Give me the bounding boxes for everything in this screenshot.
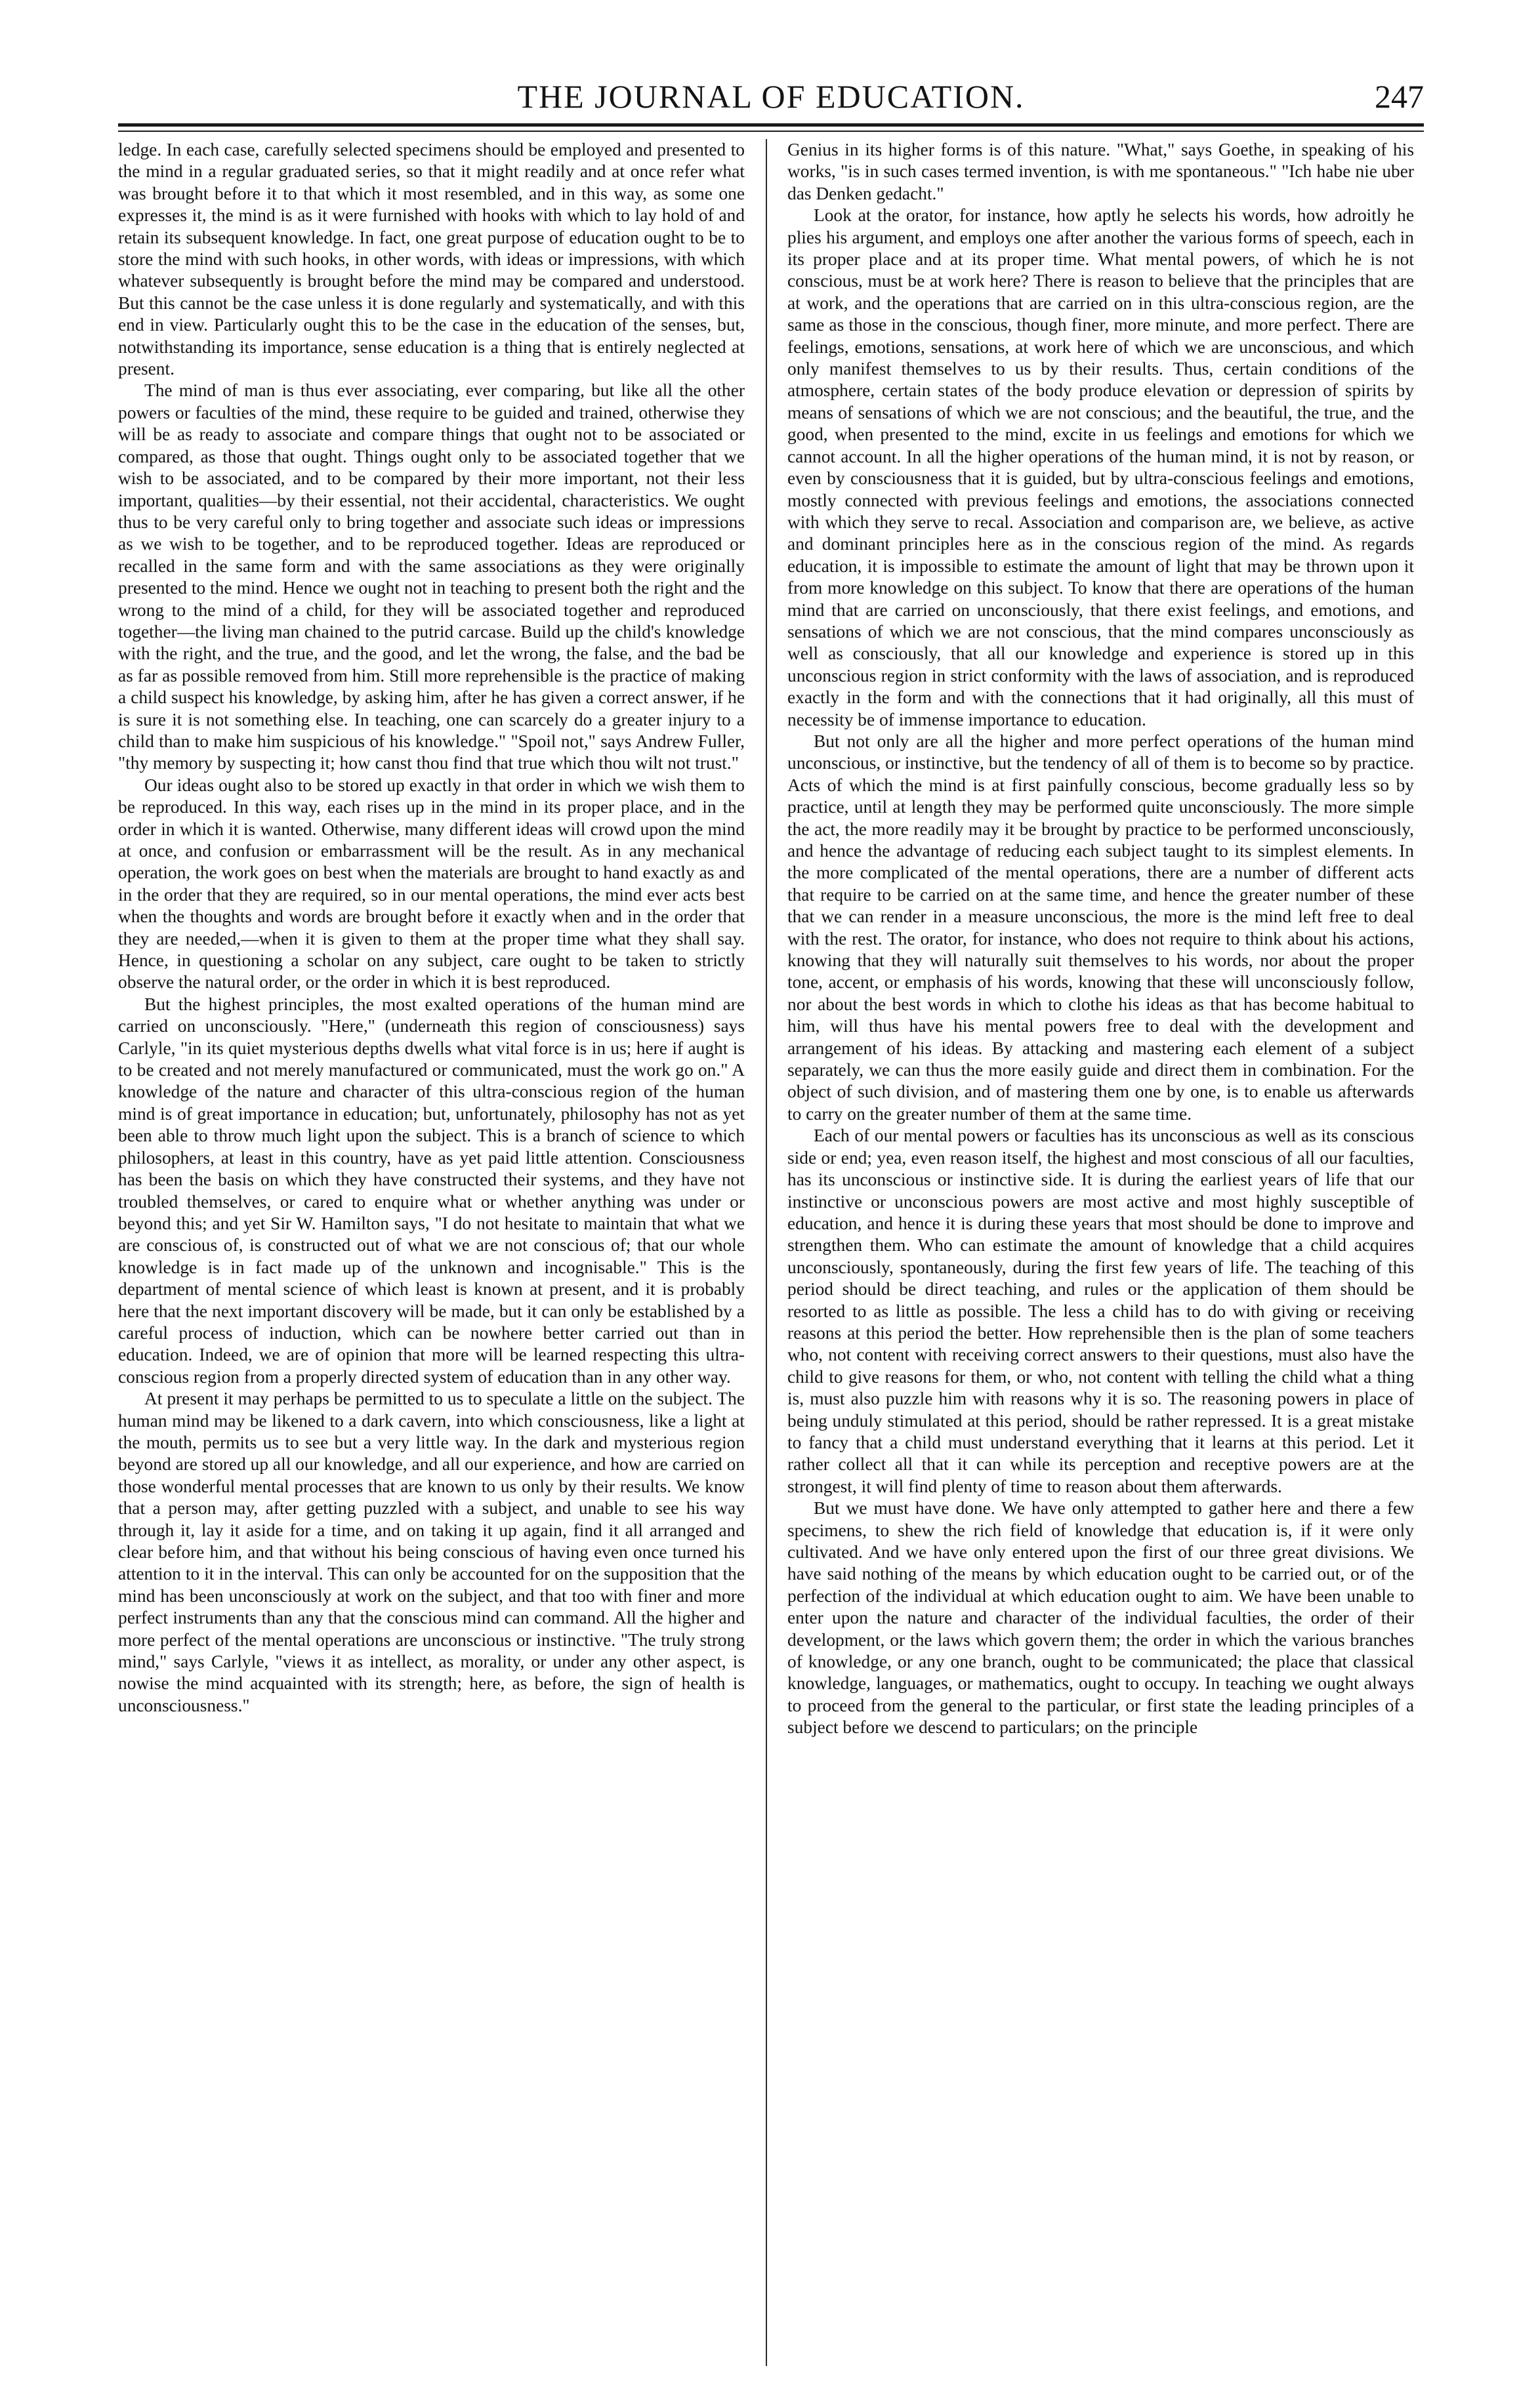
right-column: [787, 139, 1414, 2369]
paragraph: At present it may perhaps be permitted to us to speculate a little on the subject. The human mind may be likened to a dark cavern, into which consciousness, like a light at the mouth, permits us to see but a very little way. In the dark and mysterious region beyond are stored up all our knowledge, and all our experience, and how are carried on those wonderful mental processes that are known to us only by their results. We know that a person may, after getting puzzled with a subject, and unable to see his way through it, lay it aside for a time, and on taking it up again, find it all arranged and clear before him, and that without his being conscious of having even once turned his attention to it in the interval. This can only be accounted for on the supposition that the mind has been unconsciously at work on the subject, and that too with finer and more perfect instruments than any that the conscious mind can command. All the higher and more perfect of the mental operations are unconscious or instinctive. "The truly strong mind," says Carlyle, "views it as intellect, as morality, or under any other aspect, is nowise the mind acquainted with its strength; here, as before, the sign of health is unconsciousness.": [118, 1389, 745, 1715]
header-rule-thin: [118, 131, 1424, 132]
paragraph: Our ideas ought also to be stored up exactly in that order in which we wish them to be reproduced. In this way, each rises up in the mind in its proper place, and in the order in which it is wanted. Otherwise, many different ideas will crowd upon the mind at once, and confusion or embarrassment will be the result. As in any mechanical operation, the work goes on best when the materials are brought to hand exactly as and in the order that they are required, so in our mental operations, the mind ever acts best when the thoughts and words are brought before it exactly when and in the order that they are needed,—when it is given to them at the proper time what they shall say. Hence, in questioning a scholar on any subject, care ought to be taken to strictly observe the natural order, or the order in which it is best reproduced.: [118, 775, 745, 992]
column-divider: [766, 139, 767, 2366]
running-title: THE JOURNAL OF EDUCATION.: [517, 78, 1025, 115]
paragraph: Genius in its higher forms is of this nature. "What," says Goethe, in speaking of his works, "is in such cases termed invention, is with me spontaneous." "Ich habe nie uber das Denken gedacht.": [787, 140, 1414, 203]
paragraph: Each of our mental powers or faculties has its unconscious as well as its conscious side or end; yea, even reason itself, the highest and most conscious of all our faculties, has its unconscious or instinctive side. It is during the earliest years of life that our instinctive or unconscious powers are most active and most highly susceptible of education, and hence it is during these years that most should be done to improve and strengthen them. Who can estimate the amount of knowledge that a child acquires unconsciously, spontaneously, during the first few years of life. The teaching of this period should be direct teaching, and rules or the application of them should be resorted to as little as possible. The less a child has to do with giving or receiving reasons at this period the better. How reprehensible then is the plan of some teachers who, not content with receiving correct answers to their questions, must also have the child to give reasons for them, or who, not content with telling the child what a thing is, must also puzzle him with reasons why it is so. The reasoning powers in place of being unduly stimulated at this period, should be rather repressed. It is a great mistake to fancy that a child must understand everything that it learns at this period. Let it rather collect all that it can while its perception and receptive powers are at the strongest, it will find plenty of time to reason about them afterwards.: [787, 1126, 1414, 1496]
paragraph: But the highest principles, the most exalted operations of the human mind are carried on unconsciously. "Here," (underneath this region of consciousness) says Carlyle, "in its quiet mysterious depths dwells what vital force is in us; here if aught is to be created and not merely manufactured or communicated, must the work go on." A knowledge of the nature and character of this ultra-conscious region of the human mind is of great importance in education; but, unfortunately, philosophy has not as yet been able to throw much light upon the subject. This is a branch of science to which philosophers, at least in this country, have as yet paid little attention. Consciousness has been the basis on which they have constructed their systems, and they have not troubled themselves, or cared to enquire what or whether anything was under or beyond this; and yet Sir W. Hamilton says, "I do not hesitate to maintain that what we are conscious of, is constructed out of what we are not conscious of; that our whole knowledge is in fact made up of the unknown and incognisable." This is the department of mental science of which least is known at present, and it is probably here that the next important discovery will be made, but it can only be established by a careful process of induction, which can be nowhere better carried out than in education. Indeed, we are of opinion that more will be learned respecting this ultra-conscious region from a properly directed system of education than in any other way.: [118, 994, 745, 1387]
page-header: [118, 73, 1424, 119]
paragraph: But we must have done. We have only attempted to gather here and there a few specimens, to shew the rich field of knowledge that education is, if it were only cultivated. And we have only entered upon the first of our three great divisions. We have said nothing of the means by which education ought to be carried out, or of the perfection of the individual at which education ought to aim. We have been unable to enter upon the nature and character of the individual faculties, the order of their development, or the laws which govern them; the order in which the various branches of knowledge, or any one branch, ought to be communicated; the place that classical knowledge, languages, or mathematics, ought to occupy. In teaching we ought always to proceed from the general to the particular, or first state the leading principles of a subject before we descend to particulars; on the principle: [787, 1498, 1414, 1738]
paragraph: The mind of man is thus ever associating, ever comparing, but like all the other powers or faculties of the mind, these require to be guided and trained, otherwise they will be as ready to associate and compare things that ought not to be associated or compared, as those that ought. Things ought only to be associated together that we wish to be associated, and to be compared by their more important, not their less important, qualities—by their essential, not their accidental, characteristics. We ought thus to be very careful only to bring together and associate such ideas or impressions as we wish to be together, and to be reproduced together. Ideas are reproduced or recalled in the same form and with the same associations as they were originally presented to the mind. Hence we ought not in teaching to present both the right and the wrong to the mind of a child, for they will be associated together and reproduced together—the living man chained to the putrid carcase. Build up the child's knowledge with the right, and the true, and the good, and let the wrong, the false, and the bad be as far as possible removed from him. Still more reprehensible is the practice of making a child suspect his knowledge, by asking him, after he has given a correct answer, if he is sure it is not something else. In teaching, one can scarcely do a greater injury to a child than to make him suspicious of his knowledge." "Spoil not," says Andrew Fuller, "thy memory by suspecting it; how canst thou find that true which thou wilt not trust.": [118, 380, 745, 773]
left-column: [118, 139, 745, 2369]
paragraph: Look at the orator, for instance, how aptly he selects his words, how adroitly he plies his argument, and employs one after another the various forms of speech, each in its proper place and at its proper time. What mental powers, of which he is not conscious, must be at work here? There is reason to believe that the principles that are at work, and the operations that are carried on in this ultra-conscious region, are the same as those in the conscious, though finer, more minute, and more perfect. There are feelings, emotions, sensations, at work here of which we are unconscious, and which only manifest themselves to us by their results. Thus, certain conditions of the atmosphere, certain states of the body produce elevation or depression of spirits by means of sensations of which we are not conscious; and the beautiful, the true, and the good, when presented to the mind, excite in us feelings and emotions for which we cannot account. In all the higher operations of the human mind, it is not by reason, or even by consciousness that it is guided, but by ultra-conscious feelings and emotions, mostly connected with previous feelings and emotions, the associations connected with which they serve to recal. Association and comparison are, we believe, as active and dominant principles here as in the conscious region of the mind. As regards education, it is impossible to estimate the amount of light that may be thrown upon it from more knowledge on this subject. To know that there are operations of the human mind that are carried on unconsciously, that there exist feelings, and emotions, and sensations of which we are not conscious, that the mind compares unconsciously as well as consciously, that all our knowledge and experience is stored up in this unconscious region in strict conformity with the laws of association, and is reproduced exactly in the form and with the connections that it had originally, all this must of necessity be of immense importance to education.: [787, 205, 1414, 729]
header-rule-thick: [118, 123, 1424, 127]
paragraph: But not only are all the higher and more perfect operations of the human mind unconscious, or instinctive, but the tendency of all of them is to become so by practice. Acts of which the mind is at first painfully conscious, become gradually less so by practice, until at length they may be performed quite unconsciously. The more simple the act, the more readily may it be brought by practice to be performed unconsciously, and hence the advantage of reducing each subject taught to its simplest elements. In the more complicated of the mental operations, there are a number of different acts that require to be carried on at the same time, and hence the greater number of these that we can render in a measure unconscious, the more is the mind left free to deal with the rest. The orator, for instance, who does not require to think about his actions, knowing that they will naturally suit themselves to his words, nor about the proper tone, accent, or emphasis of his words, knowing that these will unconsciously follow, nor about the best words in which to clothe his ideas as that has become habitual to him, will thus have his mental powers free to deal with the development and arrangement of his ideas. By attacking and mastering each element of a subject separately, we can thus the more easily guide and direct them in combination. For the object of such division, and of mastering them one by one, is to enable us afterwards to carry on the greater number of them at the same time.: [787, 731, 1414, 1124]
journal-page: [118, 0, 1424, 2408]
paragraph: ledge. In each case, carefully selected specimens should be employed and presented to the mind in a regular graduated series, so that it might readily and at once refer what was brought before it to that which it most resembled, and in this way, as some one expresses it, the mind is as it were furnished with hooks with which to lay hold of and retain its subsequent knowledge. In fact, one great purpose of education ought to be to store the mind with such hooks, in other words, with ideas or impressions, with which whatever subsequently is brought before the mind may be compared and understood. But this cannot be the case unless it is done regularly and systematically, and with this end in view. Particularly ought this to be the case in the education of the senses, but, notwithstanding its importance, sense education is a thing that is entirely neglected at present.: [118, 140, 745, 379]
page-number: 247: [1375, 78, 1424, 115]
